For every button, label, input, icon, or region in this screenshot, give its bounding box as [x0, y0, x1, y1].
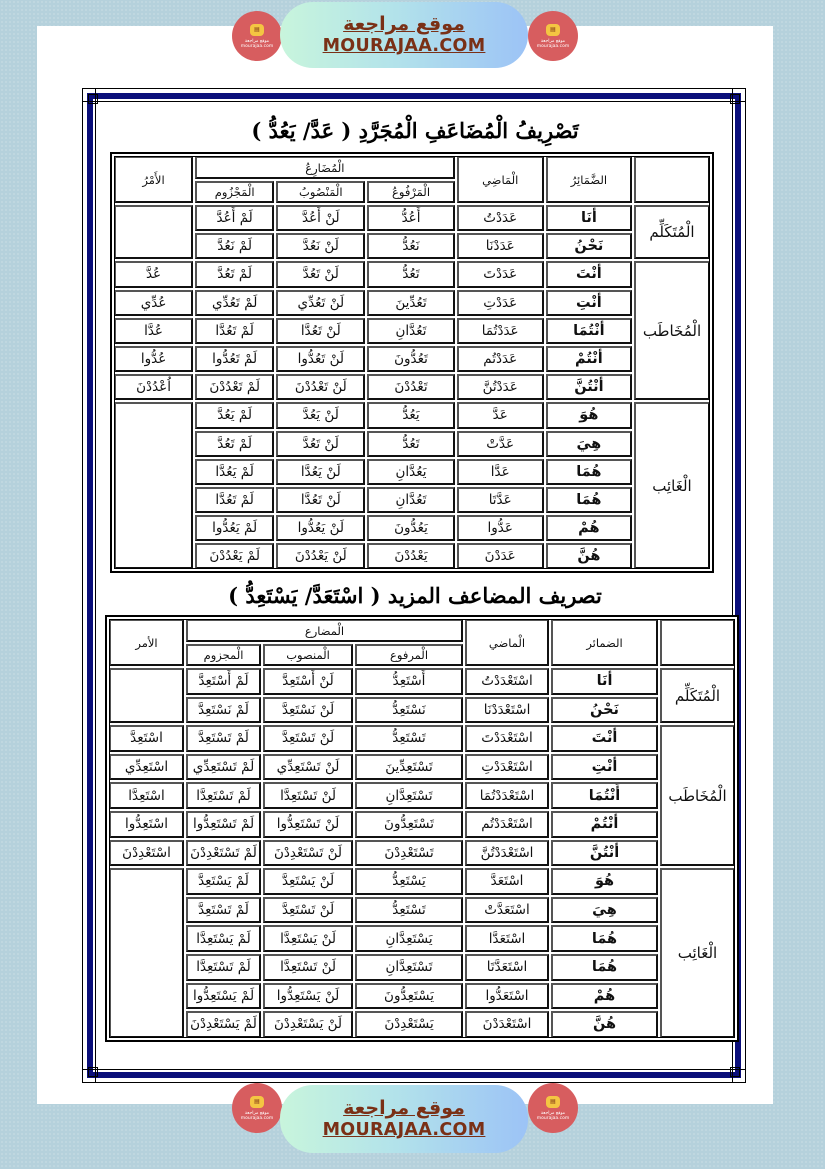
badge-text: موقع مراجعة mourajaa.com	[240, 38, 274, 49]
past-cell: اسْتَعْدَدْتُم	[465, 811, 549, 838]
majzoum-cell: لَمْ تَعْدُدْنَ	[195, 374, 274, 400]
marfou-cell: أَعُدُّ	[367, 205, 454, 231]
header-imperative: الأَمْرُ	[114, 156, 193, 203]
table-row	[114, 233, 710, 259]
conjugation-table-mujarrad	[110, 152, 714, 573]
majzoum-cell: لَمْ تَسْتَعِدَّ	[186, 725, 261, 752]
mansoub-cell: لَنْ تَسْتَعِدَّا	[263, 782, 353, 809]
pronoun-cell: هُمْ	[551, 983, 658, 1010]
person-group-label: الْمُخَاطَب	[634, 261, 710, 400]
past-cell: عَدَدْتُنَّ	[457, 374, 544, 400]
mansoub-cell: لَنْ تَسْتَعِدَّا	[263, 954, 353, 981]
imperative-cell: اسْتَعْدِدْنَ	[109, 840, 184, 867]
mansoub-cell: لَنْ يَسْتَعِدَّ	[263, 868, 353, 895]
past-cell: اسْتَعَدَّا	[465, 925, 549, 952]
table-row	[109, 868, 735, 895]
table-row	[114, 487, 710, 513]
banner-latin-text: MOURAJAA.COM	[322, 1120, 486, 1140]
mansoub-cell: لَنْ يَعْدُدْنَ	[276, 543, 365, 569]
site-logo-badge-left	[232, 1083, 282, 1133]
pronoun-cell: هُمَا	[546, 459, 632, 485]
site-banner-top[interactable]	[280, 2, 528, 68]
header-past: الْماضي	[465, 619, 549, 666]
book-icon: ▤	[250, 24, 264, 36]
pronoun-cell: أَنْتَ	[546, 261, 632, 287]
marfou-cell: تَعُدِّينَ	[367, 290, 454, 316]
past-cell: عَدَدْنَا	[457, 233, 544, 259]
header-majzoum: الْمجزوم	[186, 644, 261, 666]
past-cell: عَدَّتْ	[457, 431, 544, 457]
imperative-cell-empty	[114, 402, 193, 569]
site-logo-badge-right	[528, 11, 578, 61]
majzoum-cell: لَمْ نَعُدَّ	[195, 233, 274, 259]
marfou-cell: تَعُدَّانِ	[367, 487, 454, 513]
marfou-cell: يَسْتَعِدُّونَ	[355, 983, 463, 1010]
badge-text: موقع مراجعة mourajaa.com	[240, 1110, 274, 1121]
section2-title: تصريف المضاعف المزيد ( اسْتَعَدَّ/ يَسْتَعِدُّ )	[228, 583, 602, 608]
majzoum-cell: لَمْ تَعُدَّ	[195, 431, 274, 457]
pronoun-cell: أَنْتُنَّ	[551, 840, 658, 867]
frame-corner	[730, 1067, 740, 1077]
table-row	[114, 459, 710, 485]
marfou-cell: أَسْتَعِدُّ	[355, 668, 463, 695]
header-present: الْمُضَارِعُ	[195, 156, 455, 179]
mansoub-cell: لَنْ تَسْتَعِدَّ	[263, 725, 353, 752]
marfou-cell: تَعُدُّونَ	[367, 346, 454, 372]
header-mansoub: الْمنصوب	[263, 644, 353, 666]
marfou-cell: تَعُدُّ	[367, 431, 454, 457]
table-row	[109, 840, 735, 867]
mansoub-cell: لَنْ تَعُدَّا	[276, 318, 365, 344]
table-row	[109, 754, 735, 781]
marfou-cell: تَسْتَعْدِدْنَ	[355, 840, 463, 867]
pronoun-cell: أَنْتُمْ	[551, 811, 658, 838]
table-row	[114, 346, 710, 372]
header-present: الْمضارع	[186, 619, 463, 642]
mansoub-cell: لَنْ يَسْتَعِدَّا	[263, 925, 353, 952]
frame-corner	[88, 1067, 98, 1077]
mansoub-cell: لَنْ أَسْتَعِدَّ	[263, 668, 353, 695]
banner-latin-text: MOURAJAA.COM	[322, 36, 486, 56]
mansoub-cell: لَنْ نَسْتَعِدَّ	[263, 697, 353, 724]
past-cell: اسْتَعْدَدْتُ	[465, 668, 549, 695]
banner-arabic-text: موقع مراجعة	[343, 13, 465, 35]
imperative-cell: عُدَّا	[114, 318, 193, 344]
past-cell: اسْتَعْدَدْتِ	[465, 754, 549, 781]
pronoun-cell: هُمَا	[551, 954, 658, 981]
frame-corner	[730, 94, 740, 104]
majzoum-cell: لَمْ تَسْتَعِدِّي	[186, 754, 261, 781]
book-icon: ▤	[546, 1096, 560, 1108]
past-cell: عَدَدْنَ	[457, 543, 544, 569]
marfou-cell: تَعْدُدْنَ	[367, 374, 454, 400]
mansoub-cell: لَنْ تَسْتَعِدَّ	[263, 897, 353, 924]
banner-arabic-text: موقع مراجعة	[343, 1097, 465, 1119]
table-row	[109, 1011, 735, 1038]
majzoum-cell: لَمْ أَعُدَّ	[195, 205, 274, 231]
pronoun-cell: هُمَا	[546, 487, 632, 513]
mansoub-cell: لَنْ تَعُدِّي	[276, 290, 365, 316]
past-cell: اسْتَعْدَدْتُنَّ	[465, 840, 549, 867]
majzoum-cell: لَمْ تَسْتَعْدِدْنَ	[186, 840, 261, 867]
pronoun-cell: أَنْتُمْ	[546, 346, 632, 372]
table-row	[114, 515, 710, 541]
pronoun-cell: أَنَا	[551, 668, 658, 695]
pronoun-cell: أَنَا	[546, 205, 632, 231]
header-marfou: الْمَرْفُوعُ	[367, 181, 454, 203]
mansoub-cell: لَنْ تَعُدَّ	[276, 431, 365, 457]
table-row	[109, 897, 735, 924]
header-mansoub: الْمَنْصُوبُ	[276, 181, 365, 203]
marfou-cell: نَعُدُّ	[367, 233, 454, 259]
person-group-label: الْمُخَاطَب	[660, 725, 735, 866]
table-row	[114, 374, 710, 400]
pronoun-cell: هُنَّ	[551, 1011, 658, 1038]
past-cell: عَدَّا	[457, 459, 544, 485]
imperative-cell: اُعْدُدْنَ	[114, 374, 193, 400]
mansoub-cell: لَنْ تَعُدَّ	[276, 261, 365, 287]
pronoun-cell: أَنْتُمَا	[546, 318, 632, 344]
majzoum-cell: لَمْ يَسْتَعْدِدْنَ	[186, 1011, 261, 1038]
mansoub-cell: لَنْ يَسْتَعِدُّوا	[263, 983, 353, 1010]
table-row	[109, 925, 735, 952]
majzoum-cell: لَمْ يَعْدُدْنَ	[195, 543, 274, 569]
past-cell: اسْتَعْدَدْتُمَا	[465, 782, 549, 809]
table-row	[109, 983, 735, 1010]
header-group	[660, 619, 735, 666]
conjugation-table-mazid	[105, 615, 739, 1042]
pronoun-cell: هُنَّ	[546, 543, 632, 569]
majzoum-cell: لَمْ يَسْتَعِدُّوا	[186, 983, 261, 1010]
table-row	[114, 261, 710, 287]
pronoun-cell: أَنْتُنَّ	[546, 374, 632, 400]
imperative-cell-empty	[114, 205, 193, 259]
marfou-cell: تَسْتَعِدِّينَ	[355, 754, 463, 781]
marfou-cell: يَسْتَعْدِدْنَ	[355, 1011, 463, 1038]
header-majzoum: الْمَجْزُوم	[195, 181, 274, 203]
pronoun-cell: نَحْنُ	[551, 697, 658, 724]
past-cell: عَدَدْتَ	[457, 261, 544, 287]
majzoum-cell: لَمْ تَسْتَعِدَّ	[186, 897, 261, 924]
imperative-cell: اسْتَعِدِّي	[109, 754, 184, 781]
marfou-cell: يَعْدُدْنَ	[367, 543, 454, 569]
majzoum-cell: لَمْ تَعُدَّا	[195, 318, 274, 344]
marfou-cell: تَسْتَعِدُّ	[355, 725, 463, 752]
site-logo-badge-right	[528, 1083, 578, 1133]
imperative-cell: عُدُّوا	[114, 346, 193, 372]
majzoum-cell: لَمْ تَسْتَعِدُّوا	[186, 811, 261, 838]
table-row	[114, 318, 710, 344]
book-icon: ▤	[250, 1096, 264, 1108]
majzoum-cell: لَمْ يَعُدَّ	[195, 402, 274, 428]
imperative-cell: اسْتَعِدُّوا	[109, 811, 184, 838]
past-cell: عَدَدْتُمَا	[457, 318, 544, 344]
section1-title: تَصْرِيفُ الْمُضَاعَفِ الْمُجَرَّدِ ( عَدَّ/ يَعُدُّ )	[251, 118, 579, 143]
imperative-cell: اسْتَعِدَّا	[109, 782, 184, 809]
mansoub-cell: لَنْ يَعُدَّ	[276, 402, 365, 428]
table-row	[114, 290, 710, 316]
table-row	[109, 697, 735, 724]
past-cell: اسْتَعْدَدْنَا	[465, 697, 549, 724]
marfou-cell: نَسْتَعِدُّ	[355, 697, 463, 724]
mansoub-cell: لَنْ تَعُدَّا	[276, 487, 365, 513]
person-group-label: الْغَائِب	[634, 402, 710, 569]
majzoum-cell: لَمْ تَعُدُّوا	[195, 346, 274, 372]
imperative-cell-empty	[109, 868, 184, 1038]
past-cell: اسْتَعَدُّوا	[465, 983, 549, 1010]
header-marfou: الْمرفوع	[355, 644, 463, 666]
past-cell: اسْتَعَدَّ	[465, 868, 549, 895]
marfou-cell: تَعُدَّانِ	[367, 318, 454, 344]
past-cell: عَدَّ	[457, 402, 544, 428]
badge-text: موقع مراجعة mourajaa.com	[536, 1110, 570, 1121]
past-cell: اسْتَعَدَّتْ	[465, 897, 549, 924]
past-cell: عَدُّوا	[457, 515, 544, 541]
majzoum-cell: لَمْ تَعُدِّي	[195, 290, 274, 316]
marfou-cell: تَعُدُّ	[367, 261, 454, 287]
frame-corner	[88, 94, 98, 104]
majzoum-cell: لَمْ تَعُدَّ	[195, 261, 274, 287]
table-row	[114, 431, 710, 457]
book-icon: ▤	[546, 24, 560, 36]
marfou-cell: تَسْتَعِدَّانِ	[355, 782, 463, 809]
table-row	[109, 725, 735, 752]
marfou-cell: يَعُدُّونَ	[367, 515, 454, 541]
majzoum-cell: لَمْ يَسْتَعِدَّ	[186, 868, 261, 895]
imperative-cell-empty	[109, 668, 184, 723]
majzoum-cell: لَمْ يَعُدَّا	[195, 459, 274, 485]
marfou-cell: تَسْتَعِدُّونَ	[355, 811, 463, 838]
table-row	[109, 782, 735, 809]
past-cell: اسْتَعْدَدْنَ	[465, 1011, 549, 1038]
site-banner-bottom[interactable]	[280, 1085, 528, 1153]
past-cell: عَدَدْتِ	[457, 290, 544, 316]
table-row	[109, 954, 735, 981]
mansoub-cell: لَنْ تَعُدُّوا	[276, 346, 365, 372]
header-pronouns: الضمائر	[551, 619, 658, 666]
past-cell: عَدَّتَا	[457, 487, 544, 513]
mansoub-cell: لَنْ تَعْدُدْنَ	[276, 374, 365, 400]
header-pronouns: الضَّمَائِرُ	[546, 156, 632, 203]
mansoub-cell: لَنْ يَعُدَّا	[276, 459, 365, 485]
majzoum-cell: لَمْ أَسْتَعِدَّ	[186, 668, 261, 695]
table-row	[109, 668, 735, 695]
table-row	[114, 205, 710, 231]
past-cell: عَدَدْتُم	[457, 346, 544, 372]
pronoun-cell: هُمَا	[551, 925, 658, 952]
majzoum-cell: لَمْ يَسْتَعِدَّا	[186, 925, 261, 952]
marfou-cell: يَسْتَعِدَّانِ	[355, 925, 463, 952]
marfou-cell: يَعُدُّ	[367, 402, 454, 428]
imperative-cell: عُدَّ	[114, 261, 193, 287]
marfou-cell: يَعُدَّانِ	[367, 459, 454, 485]
pronoun-cell: هِيَ	[546, 431, 632, 457]
mansoub-cell: لَنْ تَسْتَعِدُّوا	[263, 811, 353, 838]
marfou-cell: يَسْتَعِدُّ	[355, 868, 463, 895]
majzoum-cell: لَمْ تَعُدَّا	[195, 487, 274, 513]
mansoub-cell: لَنْ نَعُدَّ	[276, 233, 365, 259]
majzoum-cell: لَمْ تَسْتَعِدَّا	[186, 954, 261, 981]
majzoum-cell: لَمْ يَعُدُّوا	[195, 515, 274, 541]
marfou-cell: تَسْتَعِدَّانِ	[355, 954, 463, 981]
mansoub-cell: لَنْ تَسْتَعْدِدْنَ	[263, 840, 353, 867]
mansoub-cell: لَنْ يَسْتَعْدِدْنَ	[263, 1011, 353, 1038]
pronoun-cell: هُوَ	[546, 402, 632, 428]
pronoun-cell: أَنْتِ	[551, 754, 658, 781]
person-group-label: الْمُتَكَلِّم	[634, 205, 710, 259]
person-group-label: الْغَائِب	[660, 868, 735, 1038]
table-row	[114, 402, 710, 428]
past-cell: اسْتَعَدَّتَا	[465, 954, 549, 981]
pronoun-cell: أَنْتَ	[551, 725, 658, 752]
table-row	[109, 811, 735, 838]
header-imperative: الأمر	[109, 619, 184, 666]
pronoun-cell: نَحْنُ	[546, 233, 632, 259]
mansoub-cell: لَنْ أَعُدَّ	[276, 205, 365, 231]
person-group-label: الْمُتَكَلِّم	[660, 668, 735, 723]
badge-text: موقع مراجعة mourajaa.com	[536, 38, 570, 49]
header-past: الْمَاضِي	[457, 156, 544, 203]
past-cell: اسْتَعْدَدْتَ	[465, 725, 549, 752]
mansoub-cell: لَنْ تَسْتَعِدِّي	[263, 754, 353, 781]
mansoub-cell: لَنْ يَعُدُّوا	[276, 515, 365, 541]
pronoun-cell: أَنْتِ	[546, 290, 632, 316]
pronoun-cell: هُوَ	[551, 868, 658, 895]
majzoum-cell: لَمْ نَسْتَعِدَّ	[186, 697, 261, 724]
site-logo-badge-left	[232, 11, 282, 61]
majzoum-cell: لَمْ تَسْتَعِدَّا	[186, 782, 261, 809]
pronoun-cell: هُمْ	[546, 515, 632, 541]
pronoun-cell: هِيَ	[551, 897, 658, 924]
header-group	[634, 156, 710, 203]
pronoun-cell: أَنْتُمَا	[551, 782, 658, 809]
marfou-cell: تَسْتَعِدُّ	[355, 897, 463, 924]
imperative-cell: عُدِّي	[114, 290, 193, 316]
imperative-cell: اسْتَعِدَّ	[109, 725, 184, 752]
past-cell: عَدَدْتُ	[457, 205, 544, 231]
table-row	[114, 543, 710, 569]
